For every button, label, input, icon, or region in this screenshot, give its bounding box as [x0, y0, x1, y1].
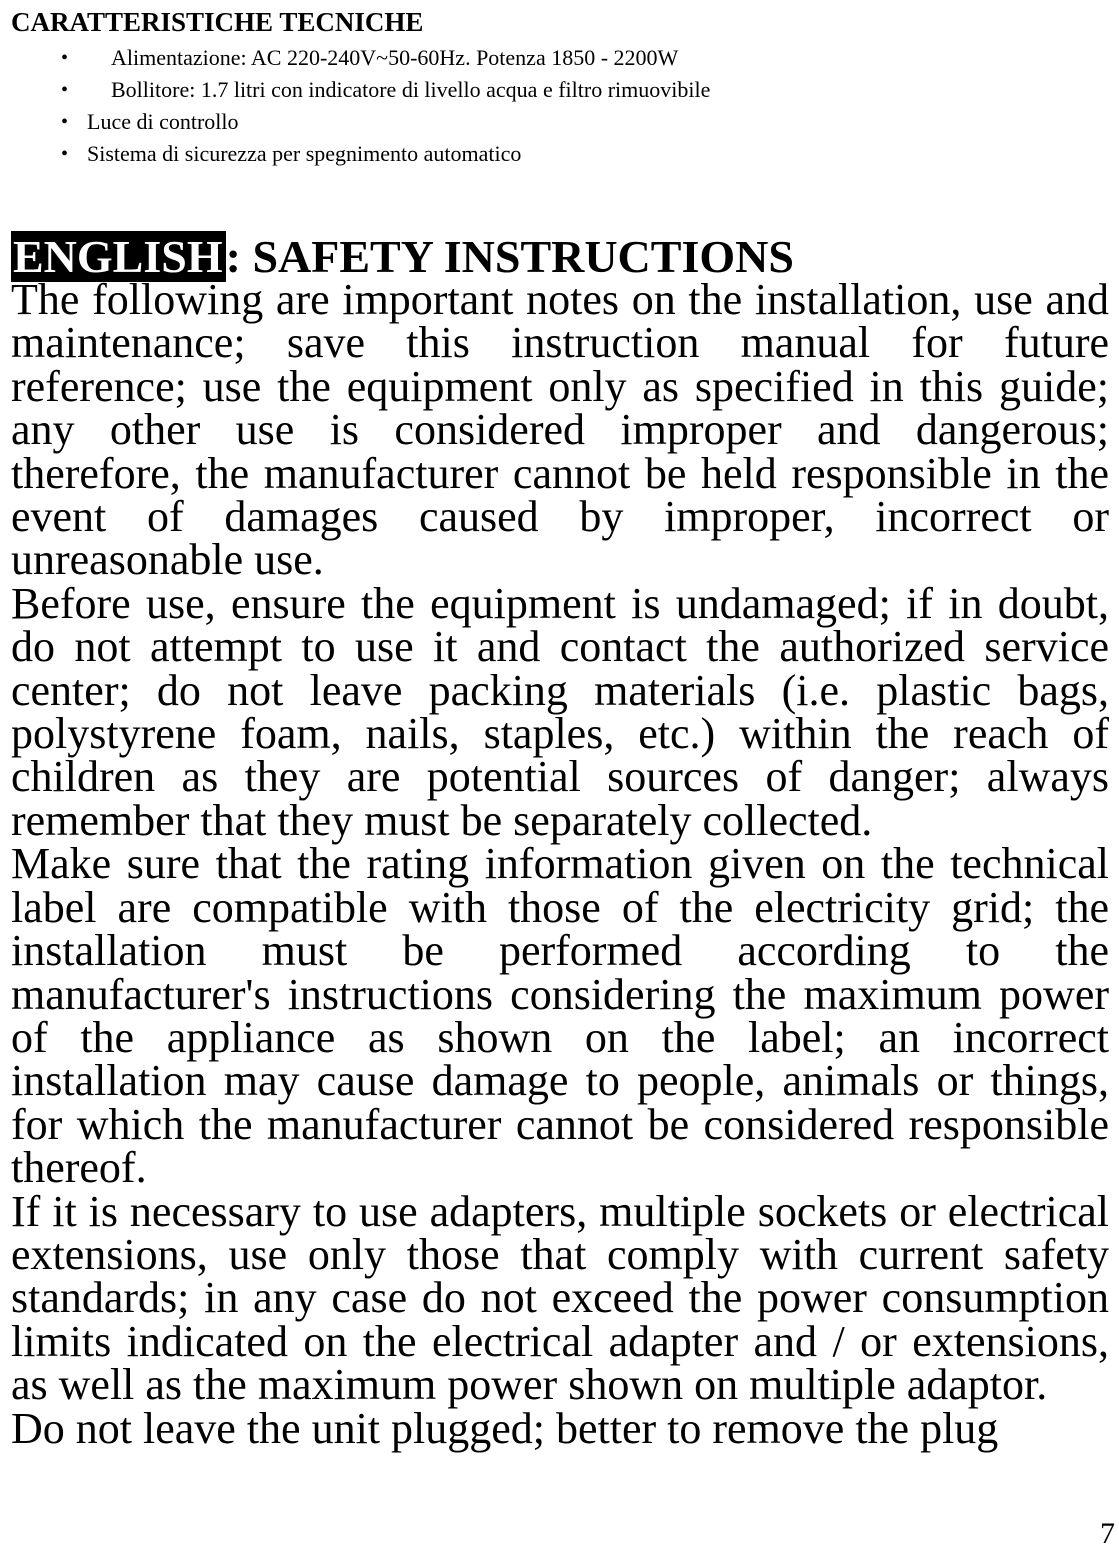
bullet-icon: •	[61, 143, 69, 165]
spec-power-text: Alimentazione: AC 220-240V~50-60Hz. Potenza 1850 - 2200W	[111, 45, 679, 70]
safety-instructions-body	[11, 275, 1109, 1453]
paragraph-unplug: Do not leave the unit plugged; better to remove the plug	[11, 1403, 999, 1453]
bullet-icon: •	[61, 47, 69, 69]
spec-safety-text: Sistema di sicurezza per spegnimento automatico	[87, 141, 522, 166]
paragraph-before-use: Before use, ensure the equipment is undamaged; if in doubt, do not attempt to use it and contact the authorized service center; do not leave packing materials (i.e. plastic bags, polystyrene foam, nails, staples, etc.) within the reach of children as they are potential sources of danger; always remember that they must be separately collected.	[11, 578, 1109, 845]
language-label: ENGLISH	[11, 231, 226, 282]
paragraph-adapters: If it is necessary to use adapters, multiple sockets or electrical extensions, use only those that comply with current safety standards; in any case do not exceed the power consumption limits indicated on the electrical adapter and / or extensions, as well as the maximum power shown on multiple adaptor.	[11, 1186, 1109, 1410]
page-number: 7	[1100, 1517, 1115, 1550]
bullet-icon: •	[61, 79, 69, 101]
tech-specs-title: CARATTERISTICHE TECNICHE	[11, 7, 424, 37]
paragraph-rating: Make sure that the rating information given on the technical label are compatible with those of the electricity grid; the installation must be performed according to the manufacturer's instructions considering the maximum power of the appliance as shown on the label; an incorrect installation may cause damage to people, animals or things, for which the manufacturer cannot be considered responsible thereof.	[11, 839, 1109, 1193]
section-title: : SAFETY INSTRUCTIONS	[225, 231, 794, 282]
paragraph-intro: The following are important notes on the installation, use and maintenance; save this instruction manual for future reference; use the equipment only as specified in this guide; any other use is considered improper and dangerous; therefore, the manufacturer cannot be held responsible in the event of damages caused by improper, incorrect or unreasonable use.	[11, 275, 1109, 585]
spec-light-text: Luce di controllo	[87, 109, 239, 134]
spec-kettle-text: Bollitore: 1.7 litri con indicatore di livello acqua e filtro rimuovibile	[111, 77, 711, 102]
bullet-icon: •	[61, 111, 69, 133]
